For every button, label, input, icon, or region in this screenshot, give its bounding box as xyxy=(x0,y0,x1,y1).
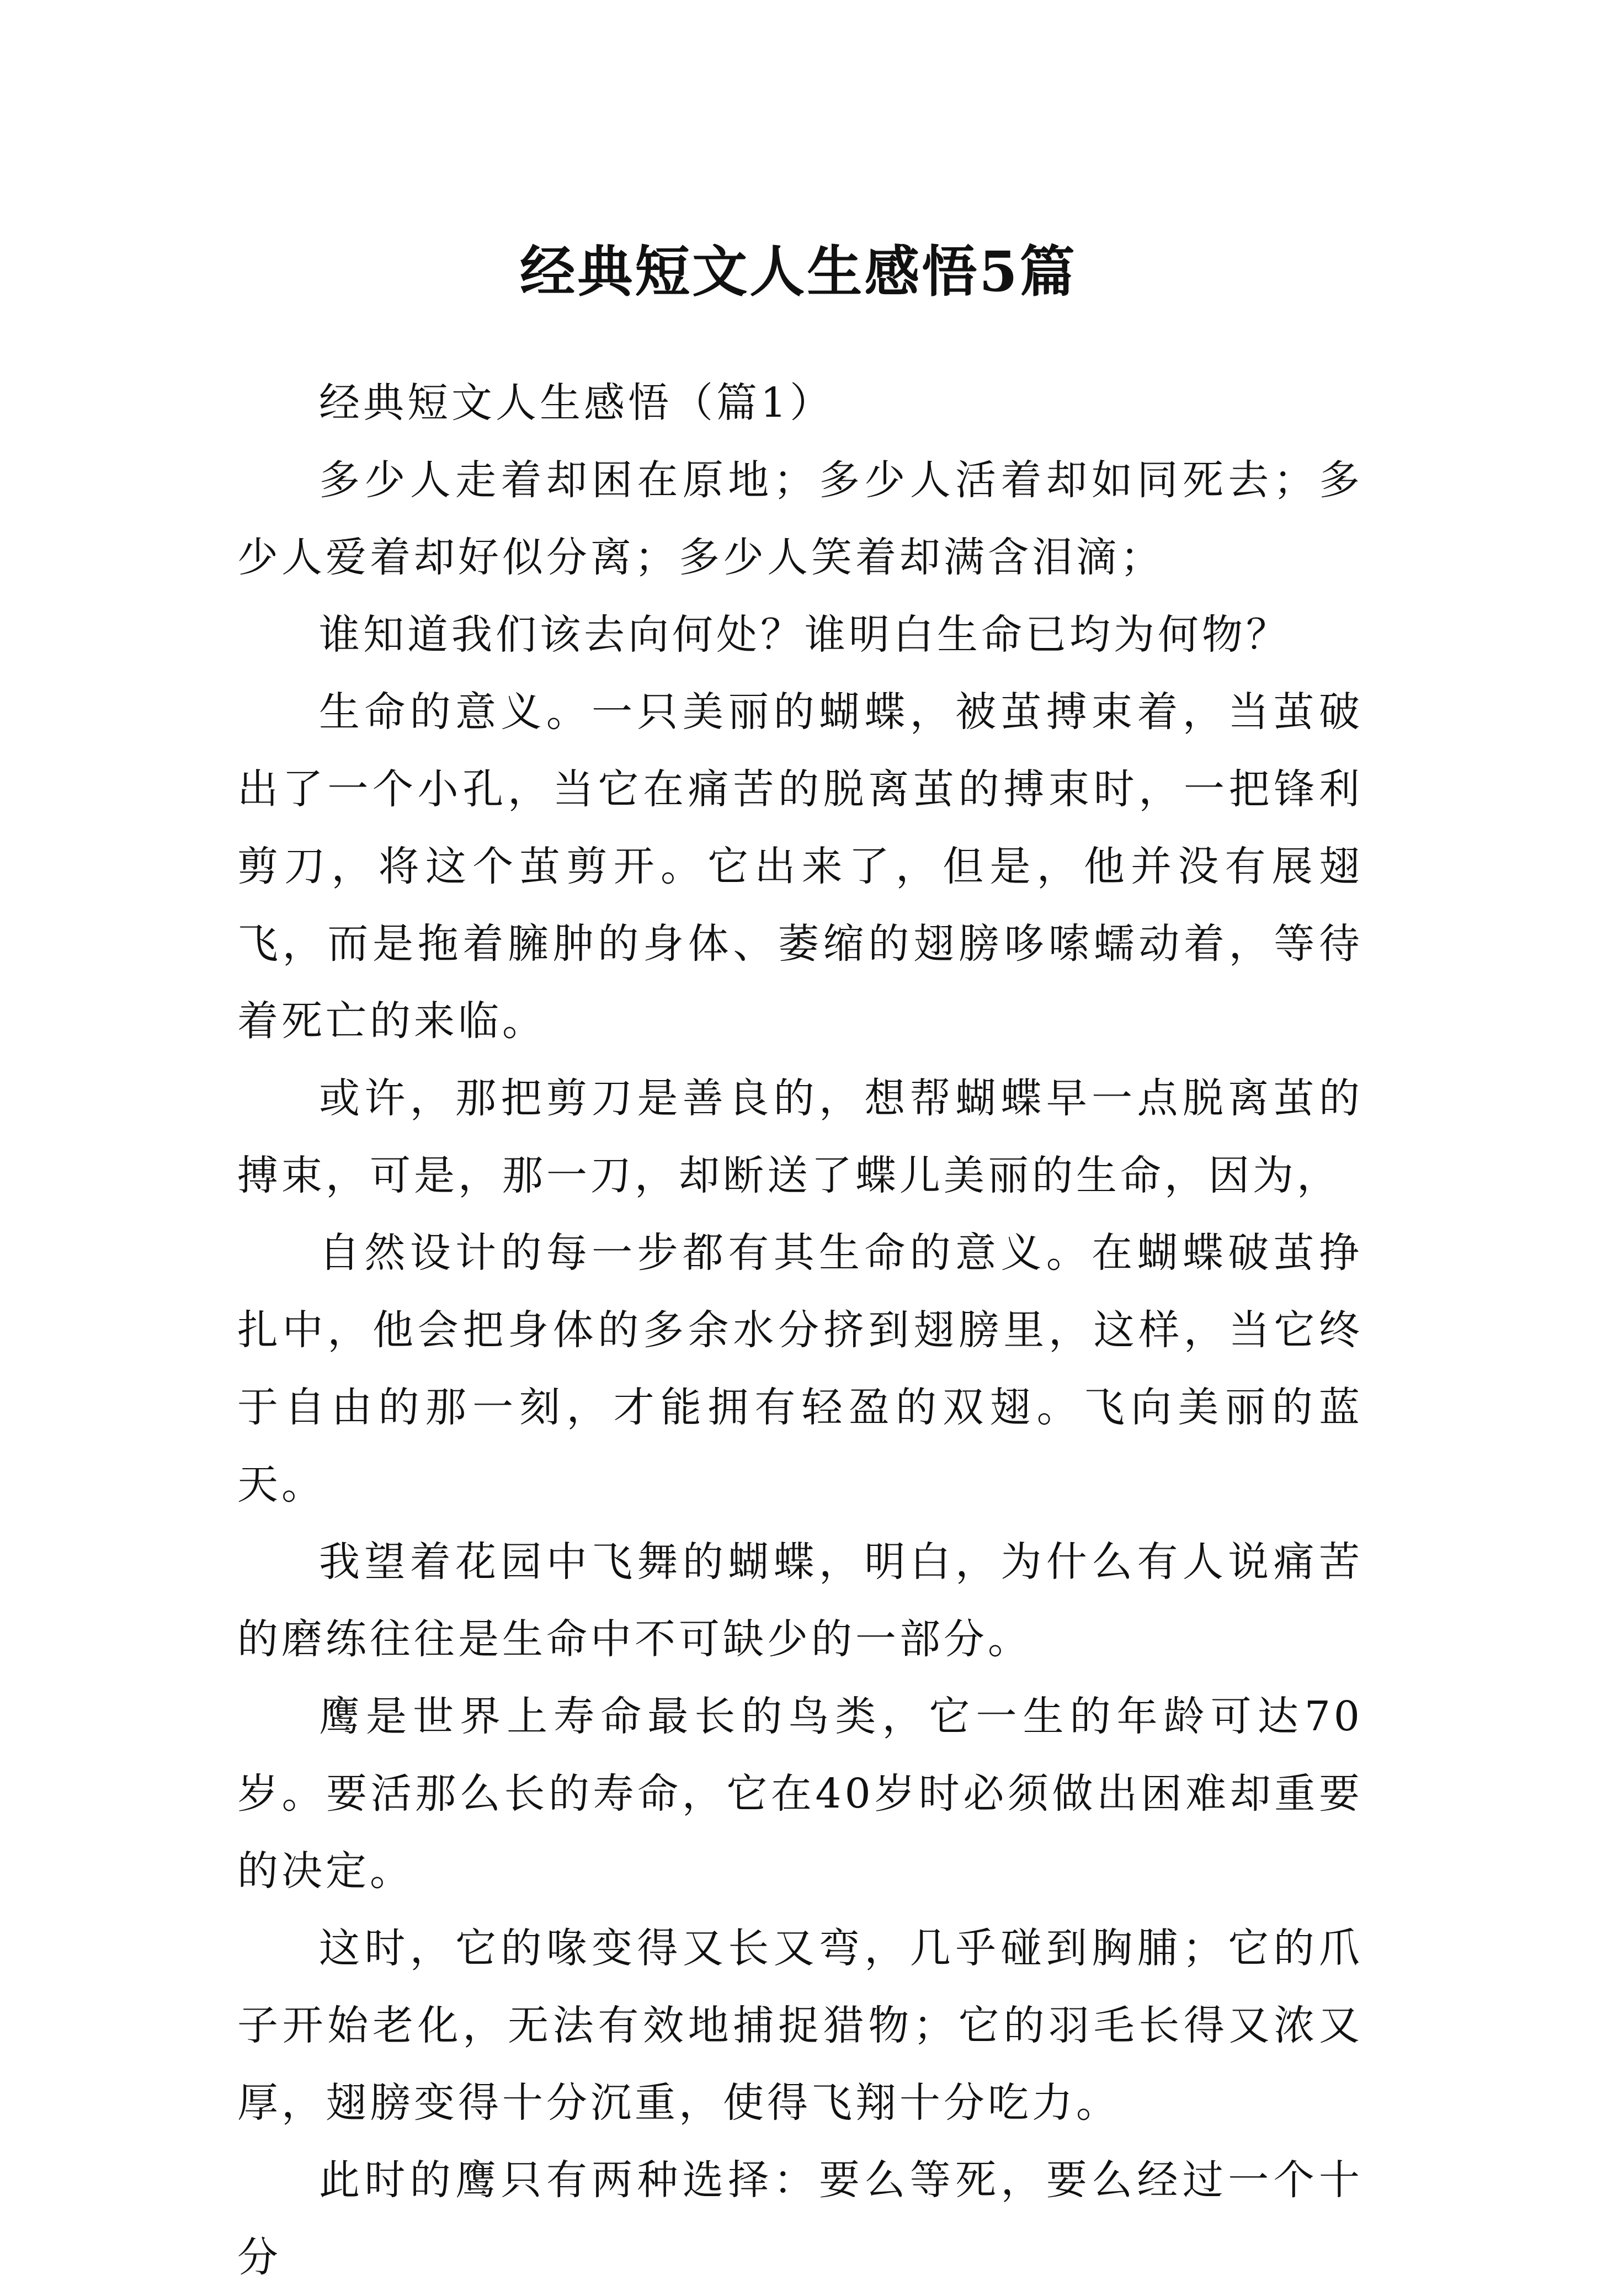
body-paragraph: 生命的意义。一只美丽的蝴蝶，被茧搏束着，当茧破出了一个小孔，当它在痛苦的脱离茧的搏束时，一把锋利剪刀，将这个茧剪开。它出来了，但是，他并没有展翅飞，而是拖着臃肿的身体、萎缩的翅膀哆嗦蠕动着，等待着死亡的来临。 xyxy=(237,688,1363,1045)
body-paragraph: 多少人走着却困在原地；多少人活着却如同死去；多少人爱着却好似分离；多少人笑着却满含泪滴； xyxy=(237,456,1363,581)
body-paragraph: 自然设计的每一步都有其生命的意义。在蝴蝶破茧挣扎中，他会把身体的多余水分挤到翅膀里，这样，当它终于自由的那一刻，才能拥有轻盈的双翅。飞向美丽的蓝天。 xyxy=(237,1229,1363,1508)
body-paragraph: 此时的鹰只有两种选择：要么等死，要么经过一个十分 xyxy=(237,2156,1363,2281)
body-paragraph: 或许，那把剪刀是善良的，想帮蝴蝶早一点脱离茧的搏束，可是，那一刀，却断送了蝶儿美丽的生命，因为， xyxy=(237,1075,1363,1199)
document-title: 经典短文人生感悟5篇 xyxy=(520,239,1077,304)
section-heading: 经典短文人生感悟（篇1） xyxy=(319,379,834,427)
body-paragraph: 我望着花园中飞舞的蝴蝶，明白，为什么有人说痛苦的磨练往往是生命中不可缺少的一部分。 xyxy=(237,1538,1363,1663)
document-body xyxy=(237,364,1363,2296)
body-paragraph: 鹰是世界上寿命最长的鸟类，它一生的年龄可达70岁。要活那么长的寿命，它在40岁时必须做出困难却重要的决定。 xyxy=(237,1693,1363,1895)
body-paragraph: 谁知道我们该去向何处？谁明白生命已均为何物？ xyxy=(319,611,1290,658)
body-paragraph: 这时，它的喙变得又长又弯，几乎碰到胸脯；它的爪子开始老化，无法有效地捕捉猎物；它的羽毛长得又浓又厚，翅膀变得十分沉重，使得飞翔十分吃力。 xyxy=(237,1925,1363,2127)
